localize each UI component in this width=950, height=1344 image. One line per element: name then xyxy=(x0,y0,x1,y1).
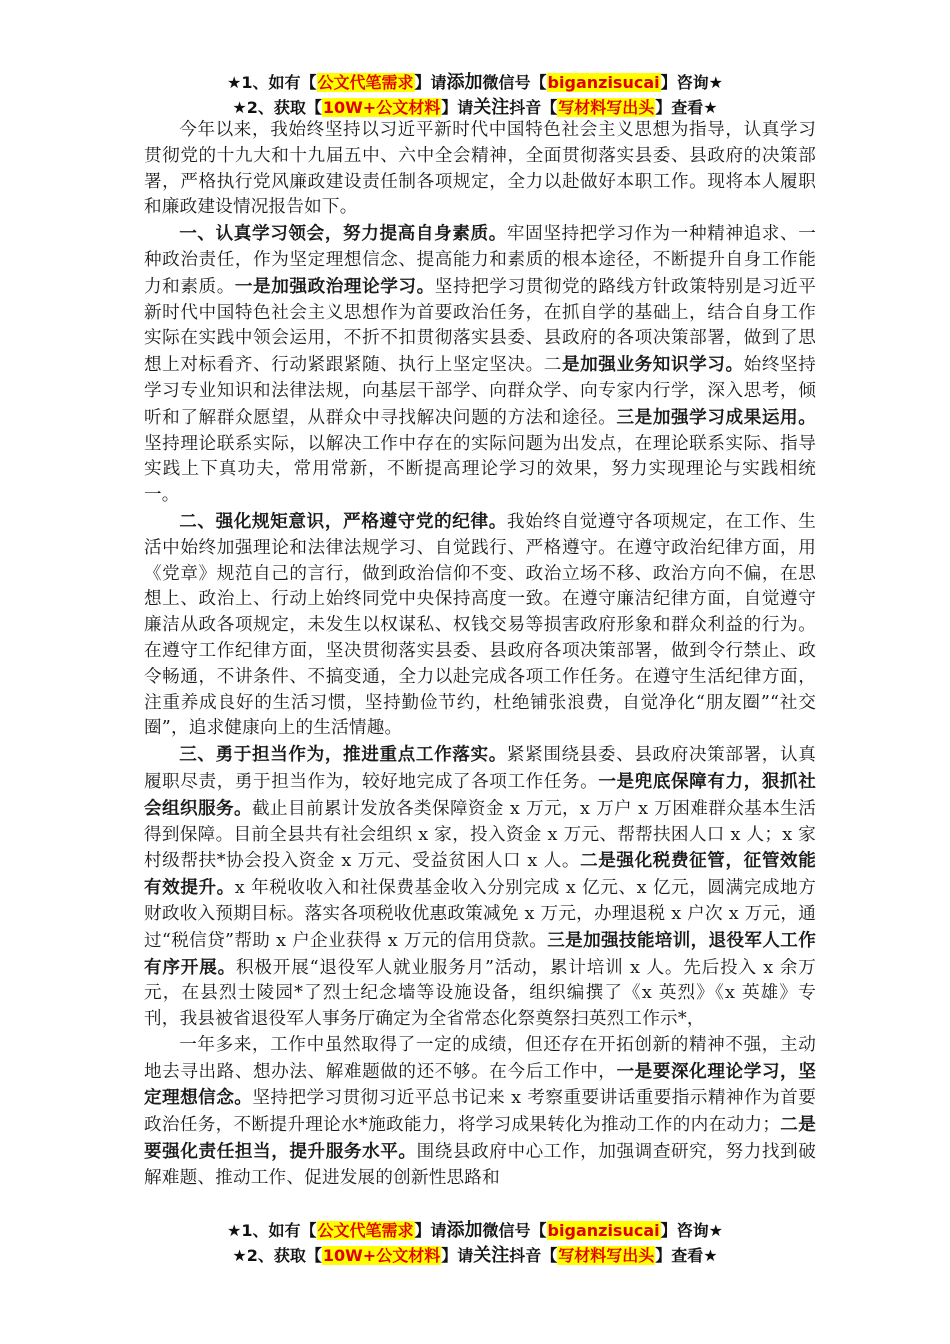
paragraph xyxy=(144,1033,816,1192)
header-banner xyxy=(0,70,950,120)
paragraph-text: 牢固坚持把学习作为一种精神追求、一种政治责任，作为坚定理想信念、提高能力和素质的根本途径，不断提升自身工作能力和素质。 xyxy=(144,224,816,297)
banner-text: 】请 xyxy=(414,1221,447,1240)
paragraph-text: 坚持把学习贯彻党的路线方针政策特别是习近平新时代中国特色社会主义思想作为首要政治任务，在抓自学的基础上，结合自身工作实际在实践中领会运用，不折不扣贯彻落实县委、县政府的各项决策部署，做到了思想上对标看齐、行动紧跟紧随、执行上坚定坚决。二 xyxy=(144,276,817,376)
paragraph-text: 今年以来，我始终坚持以习近平新时代中国特色社会主义思想为指导，认真学习贯彻党的十九大和十九届五中、六中全会精神，全面贯彻落实县委、县政府的决策部署，严格执行党风廉政建设责任制各项规定，全力以赴做好本职工作。现将本人履职和廉政建设情况报告如下。 xyxy=(144,120,816,218)
banner-text: ★2、获取【 xyxy=(232,1246,322,1265)
paragraph-heading: 一是兜底保障有力，狠抓社会组织服务。 xyxy=(144,770,816,819)
banner-text: 微信号【 xyxy=(482,1221,547,1240)
banner-text: ★2、获取【 xyxy=(232,98,322,117)
banner-text: 】咨询★ xyxy=(660,1221,723,1240)
paragraph-heading: 一、认真学习领会，努力提高自身素质。 xyxy=(179,223,507,245)
banner-highlight: 公文代笔需求 xyxy=(317,73,414,92)
paragraph-heading: 二是强化税费征管，征管效能有效提升。 xyxy=(144,850,816,899)
banner-highlight: biganzisucai xyxy=(547,73,660,92)
paragraph-text: 坚持把学习贯彻习近平总书记来 x 考察重要讲话重要指示精神作为首要政治任务，不断提升理论水*施政能力，将学习成果转化为推动工作的内在动力； xyxy=(144,1088,816,1136)
document-body xyxy=(144,118,816,1192)
paragraph-text: 积极开展“退役军人就业服务月”活动，累计培训 x 人。先后投入 x 余万元，在县烈士陵园*了烈士纪念墙等设施设备，组织编撰了《x 英烈》《x 英雄》专刊，我县被省退役军人事务厅确定为全省常态化祭奠祭扫英烈工作示*， xyxy=(144,957,816,1030)
banner-text: 】请 xyxy=(441,1246,474,1265)
banner-text: ★1、如有【 xyxy=(227,73,317,92)
paragraph-heading: 一是加强政治理论学习。 xyxy=(234,275,435,297)
banner-text: 】请 xyxy=(414,73,447,92)
banner-line-1 xyxy=(0,1218,950,1243)
banner-highlight: 10W+公文材料 xyxy=(322,1246,441,1265)
banner-text: 】查看★ xyxy=(655,98,718,117)
footer-banner xyxy=(0,1218,950,1268)
banner-text: 】查看★ xyxy=(655,1246,718,1265)
banner-emphasis: 添加 xyxy=(446,72,483,93)
paragraph xyxy=(144,742,816,1033)
paragraph-heading: 一是要深化理论学习，坚定理想信念。 xyxy=(144,1060,817,1109)
paragraph-heading: 三是加强学习成果运用。 xyxy=(616,406,817,428)
paragraph-heading: 三是加强技能培训，退役军人工作有序开展。 xyxy=(144,929,816,978)
paragraph-heading: 三、勇于担当作为，推进重点工作落实。 xyxy=(179,744,507,766)
banner-line-2 xyxy=(0,95,950,120)
paragraph xyxy=(144,118,816,221)
paragraph-text: 围绕县政府中心工作，加强调查研究，努力找到破解难题、推动工作、促进发展的创新性思路和 xyxy=(144,1142,816,1188)
banner-emphasis: 关注 xyxy=(473,97,510,118)
paragraph-heading: 二是要强化责任担当，提升服务水平。 xyxy=(144,1114,816,1163)
paragraph-text: 坚持理论联系实际，以解决工作中存在的实际问题为出发点，在理论联系实际、指导实践上下真功夫，常用常新，不断提高理论学习的效果，努力实现理论与实践相统一。 xyxy=(144,433,816,506)
paragraph-text: 我始终自觉遵守各项规定，在工作、生活中始终加强理论和法律法规学习、自觉践行、严格遵守。在遵守政治纪律方面，用《党章》规范自己的言行，做到政治信仰不变、政治立场不移、政治方向不偏，在思想上、政治上、行动上始终同党中央保持高度一致。在遵守廉洁纪律方面，自觉遵守廉洁从政各项规定，未发生以权谋私、权钱交易等损害政府形象和群众利益的行为。在遵守工作纪律方面，坚决贯彻落实县委、县政府各项决策部署，做到令行禁止、政令畅通，不讲条件、不搞变通，全力以赴完成各项工作任务。在遵守生活纪律方面，注重养成良好的生活习惯，坚持勤俭节约，杜绝铺张浪费，自觉净化“朋友圈”“社交圈”，追求健康向上的生活情趣。 xyxy=(144,511,816,739)
banner-emphasis: 添加 xyxy=(446,1220,483,1241)
banner-text: 】请 xyxy=(441,98,474,117)
banner-text: 抖音【 xyxy=(509,98,558,117)
banner-line-2 xyxy=(0,1243,950,1268)
banner-text: 】咨询★ xyxy=(660,73,723,92)
paragraph-heading: 是加强业务知识学习。 xyxy=(561,354,744,376)
paragraph-text: 紧紧围绕县委、县政府决策部署，认真履职尽责，勇于担当作为，较好地完成了各项工作任务。 xyxy=(144,745,816,792)
banner-emphasis: 关注 xyxy=(473,1245,510,1266)
banner-highlight: 写材料写出头 xyxy=(558,98,655,117)
banner-highlight: 10W+公文材料 xyxy=(322,98,441,117)
paragraph xyxy=(144,509,816,742)
paragraph-text: x 年税收收入和社保费基金收入分别完成 x 亿元、x 亿元，圆满完成地方财政收入预期目标。落实各项税收优惠政策减免 x 万元，办理退税 x 户次 x 万元，通过“税信贷”帮助 x 户企业获得 x 万元的信用贷款。 xyxy=(144,878,816,951)
banner-highlight: 写材料写出头 xyxy=(558,1246,655,1265)
banner-text: ★1、如有【 xyxy=(227,1221,317,1240)
paragraph-heading: 二、强化规矩意识，严格遵守党的纪律。 xyxy=(179,510,507,532)
paragraph-text: 始终坚持学习专业知识和法律法规，向基层干部学、向群众学、向专家内行学，深入思考，倾听和了解群众愿望，从群众中寻找解决问题的方法和途径。 xyxy=(144,355,816,428)
banner-text: 抖音【 xyxy=(509,1246,558,1265)
paragraph xyxy=(144,221,816,509)
paragraph-text: 一年多来，工作中虽然取得了一定的成绩，但还存在开拓创新的精神不强，主动地去寻出路、想办法、解难题做的还不够。在今后工作中， xyxy=(144,1034,816,1082)
banner-text: 微信号【 xyxy=(482,73,547,92)
paragraph-text: 截止目前累计发放各类保障资金 x 万元，x 万户 x 万困难群众基本生活得到保障。目前全县共有社会组织 x 家，投入资金 x 万元、帮帮扶困人口 x 人；x 家村级帮扶*协会投入资金 x 万元、受益贫困人口 x 人。 xyxy=(144,798,817,872)
banner-highlight: biganzisucai xyxy=(547,1221,660,1240)
banner-line-1 xyxy=(0,70,950,95)
banner-highlight: 公文代笔需求 xyxy=(317,1221,414,1240)
